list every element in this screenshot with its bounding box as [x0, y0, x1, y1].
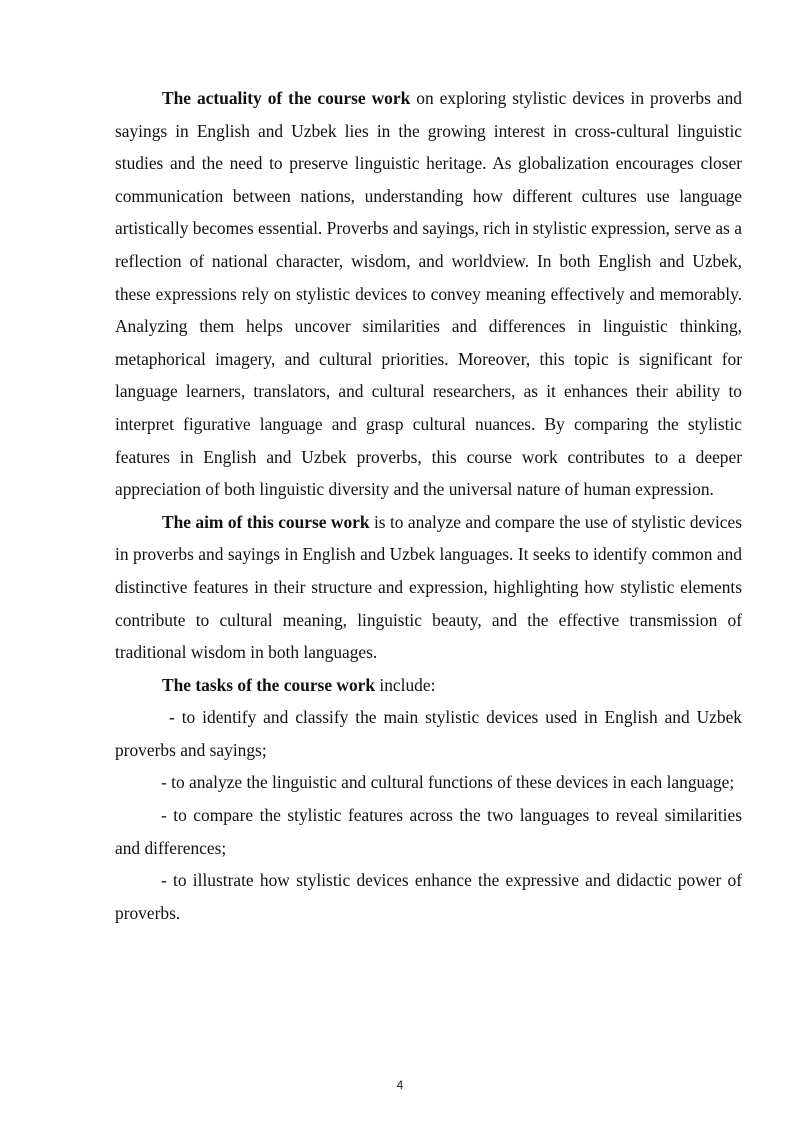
tasks-paragraph	[115, 669, 742, 702]
task-item: - to analyze the linguistic and cultural functions of these devices in each language;	[161, 772, 735, 793]
tasks-text: include:	[375, 674, 436, 695]
document-page	[115, 82, 742, 929]
tasks-heading: The tasks of the course work	[162, 674, 376, 695]
task-item: - to identify and classify the main stylistic devices used in English and Uzbek proverbs and sayings;	[115, 707, 742, 760]
actuality-heading: The actuality of the course work	[162, 88, 411, 108]
aim-paragraph	[115, 506, 742, 669]
actuality-paragraph	[115, 82, 742, 506]
task-item: - to illustrate how stylistic devices enhance the expressive and didactic power of proverbs.	[115, 870, 742, 923]
task-item: - to compare the stylistic features across the two languages to reveal similarities and differences;	[115, 805, 742, 858]
page-number: 4	[396, 1078, 404, 1092]
aim-heading: The aim of this course work	[162, 511, 370, 532]
actuality-text: on exploring stylistic devices in proverbs and sayings in English and Uzbek lies in the growing interest in cross-cultural linguistic studies and the need to preserve linguistic heritage. As globalization encourages closer communication between nations, understanding how different cultures use language artistically becomes essential. Proverbs and sayings, rich in stylistic expression, serve as a reflection of national character, wisdom, and worldview. In both English and Uzbek, these expressions rely on stylistic devices to convey meaning effectively and memorably. Analyzing them helps uncover similarities and differences in linguistic thinking, metaphorical imagery, and cultural priorities. Moreover, this topic is significant for language learners, translators, and cultural researchers, as it enhances their ability to interpret figurative language and grasp cultural nuances. By comparing the stylistic features in English and Uzbek proverbs, this course work contributes to a deeper appreciation of both linguistic diversity and the universal nature of human expression.	[115, 88, 742, 500]
aim-text: is to analyze and compare the use of stylistic devices in proverbs and sayings in English and Uzbek languages. It seeks to identify common and distinctive features in their structure and expression, highlighting how stylistic elements contribute to cultural meaning, linguistic beauty, and the effective transmission of traditional wisdom in both languages.	[115, 511, 743, 663]
